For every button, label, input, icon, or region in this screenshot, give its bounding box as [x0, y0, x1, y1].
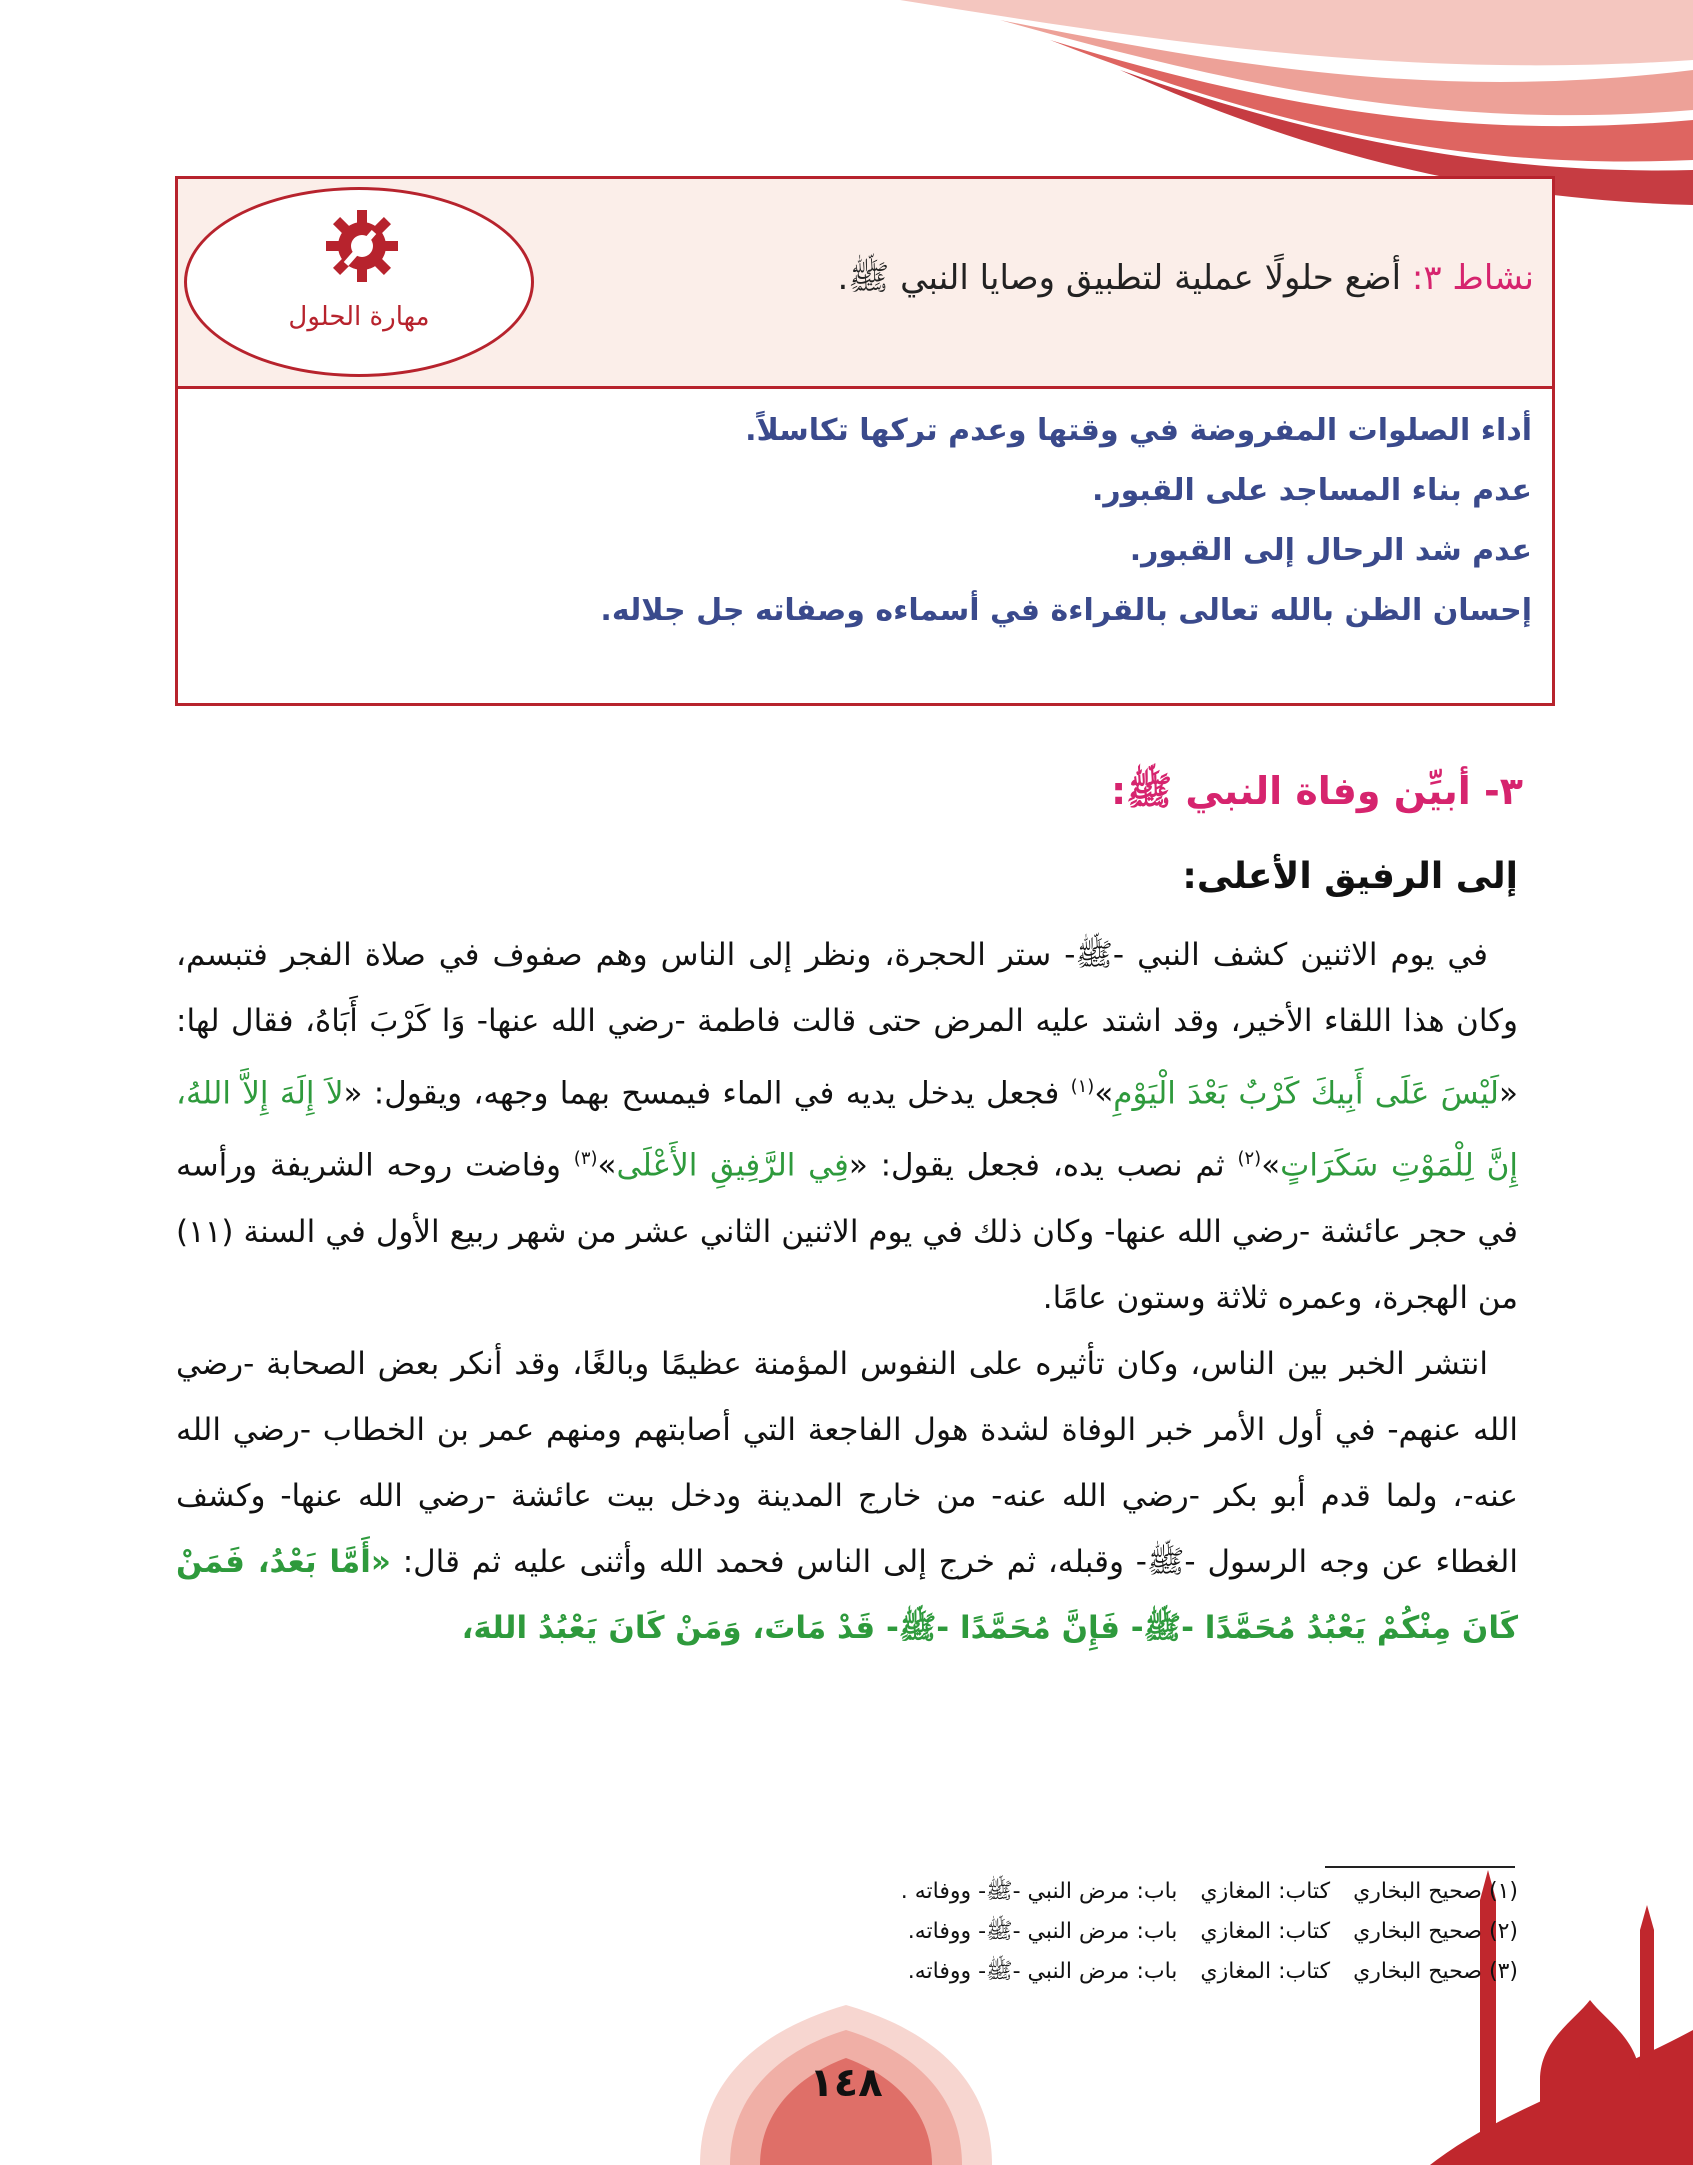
skill-badge: [184, 187, 534, 377]
paragraph-1: [176, 922, 1518, 1331]
text-run: »: [1094, 1075, 1114, 1112]
activity-box: [175, 176, 1555, 706]
footnote-ref: (١): [1070, 1076, 1095, 1097]
body-text: [176, 922, 1518, 1661]
section-heading: ٣- أبيِّن وفاة النبي ﷺ:: [1111, 769, 1523, 813]
gear-tools-icon: [322, 206, 402, 286]
abu-bakr-quote: «أَمَّا بَعْدُ، فَمَنْ كَانَ مِنْكُمْ يَعْبُدُ مُحَمَّدًا -ﷺ- فَإِنَّ مُحَمَّدًا -ﷺ- قَدْ مَاتَ، وَمَنْ كَانَ يَعْبُدُ اللهَ،: [176, 1543, 1518, 1646]
text-run: في يوم الاثنين كشف النبي -ﷺ- ستر الحجرة، ونظر إلى الناس وهم صفوف في صلاة الفجر فتبسم، وكان هذا اللقاء الأخير، وقد اشتد عليه المرض حتى قالت فاطمة -رضي الله عنها- وَا كَرْبَ أَبَاهُ، فقال لها: «: [176, 937, 1518, 1112]
footnote-book: كتاب: المغازي: [1200, 1919, 1331, 1944]
answer-line: أداء الصلوات المفروضة في وقتها وعدم تركها تكاسلاً.: [745, 413, 1532, 448]
footnote-item: [618, 1912, 1518, 1952]
footnote-divider: [1325, 1866, 1515, 1868]
text-run: انتشر الخبر بين الناس، وكان تأثيره على النفوس المؤمنة عظيمًا وبالغًا، وقد أنكر بعض الصحابة -رضي الله عنهم- في أول الأمر خبر الوفاة لشدة هول الفاجعة التي أصابتهم ومنهم عمر بن الخطاب -رضي الله عنه-، ولما قدم أبو بكر -رضي الله عنه- من خارج المدينة ودخل بيت عائشة -رضي الله عنها- وكشف الغطاء عن وجه الرسول -ﷺ- وقبله، ثم خرج إلى الناس فحمد الله وأثنى عليه ثم قال:: [176, 1345, 1518, 1580]
hadith-quote: لاَ إِلَهَ إِلاَّ اللهُ، إِنَّ لِلْمَوْتِ سَكَرَاتٍ: [176, 1075, 1518, 1184]
answer-line: عدم شد الرحال إلى القبور.: [1129, 533, 1532, 568]
text-run: »: [597, 1147, 617, 1184]
footnote-item: [618, 1872, 1518, 1912]
footnote-source: صحيح البخاري: [1353, 1959, 1482, 1984]
activity-prompt: أضع حلولًا عملية لتطبيق وصايا النبي ﷺ.: [837, 258, 1402, 298]
answer-line: عدم بناء المساجد على القبور.: [1091, 473, 1532, 508]
activity-number: نشاط ٣:: [1411, 258, 1534, 298]
text-run: وفاضت روحه الشريفة ورأسه في حجر عائشة -رضي الله عنها- وكان ذلك في يوم الاثنين الثاني عشر من شهر ربيع الأول في السنة (١١) من الهجرة، وعمره ثلاثة وستون عامًا.: [176, 1147, 1518, 1316]
activity-answers: [232, 401, 1532, 641]
footnote-number: (٣): [1488, 1959, 1518, 1984]
footnote-item: [618, 1952, 1518, 1992]
footnote-number: (٢): [1488, 1919, 1518, 1944]
footnote-ref: (٢): [1237, 1148, 1262, 1170]
text-run: »: [1261, 1147, 1281, 1184]
footnote-ref: (٣): [573, 1148, 598, 1170]
activity-title: [837, 257, 1534, 306]
hadith-quote: لَيْسَ عَلَى أَبِيكَ كَرْبٌ بَعْدَ الْيَوْمِ: [1113, 1075, 1500, 1112]
footnote-chapter: باب: مرض النبي -ﷺ- ووفاته.: [907, 1919, 1178, 1944]
footnote-book: كتاب: المغازي: [1200, 1959, 1331, 1984]
footnote-chapter: باب: مرض النبي -ﷺ- ووفاته.: [907, 1959, 1178, 1984]
text-run: فجعل يدخل يديه في الماء فيمسح بهما وجهه، ويقول: «: [343, 1075, 1071, 1112]
text-run: ثم نصب يده، فجعل يقول: «: [848, 1147, 1238, 1184]
footnotes: [618, 1872, 1518, 1992]
footnote-number: (١): [1488, 1879, 1518, 1904]
sub-heading: إلى الرفيق الأعلى:: [1182, 856, 1518, 897]
skill-badge-label: مهارة الحلول: [288, 302, 430, 332]
answer-line: إحسان الظن بالله تعالى بالقراءة في أسماءه وصفاته جل جلاله.: [600, 593, 1532, 628]
footnote-source: صحيح البخاري: [1353, 1919, 1482, 1944]
footnote-source: صحيح البخاري: [1353, 1879, 1482, 1904]
footnote-chapter: باب: مرض النبي -ﷺ- ووفاته .: [900, 1879, 1178, 1904]
activity-header: [178, 179, 1552, 389]
page-number: ١٤٨: [809, 2060, 883, 2106]
footnote-book: كتاب: المغازي: [1200, 1879, 1331, 1904]
hadith-quote: فِي الرَّفِيقِ الأَعْلَى: [616, 1147, 849, 1184]
paragraph-2: [176, 1331, 1518, 1661]
